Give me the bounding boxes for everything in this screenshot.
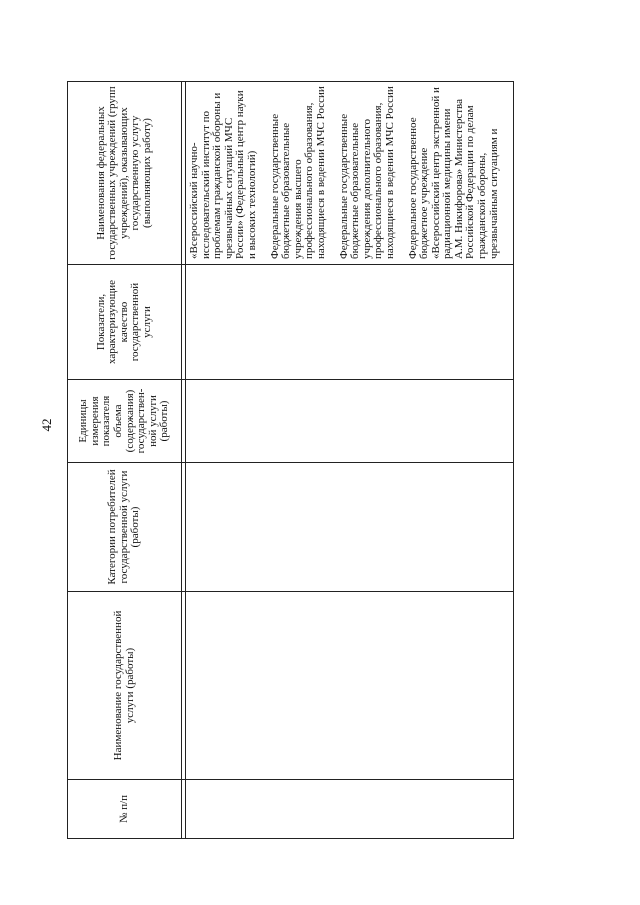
institution-names-cell [186,82,514,265]
quality-indicators-cell [186,265,514,380]
header-quality-indicators: Показатели, характеризующие качество государственной услуги [68,265,182,380]
services-table [67,81,514,839]
volume-units-cell [186,380,514,463]
table-row [186,82,514,839]
header-number: № п/п [68,780,182,839]
consumer-categories-cell [186,463,514,592]
institution-item: «Всероссийский научно-исследовательский институт по проблемам гражданской обороны и чрезвычайных ситуаций МЧС России» (Федеральный центр науки и высоких технологий) [188,90,258,259]
header-volume-units: Единицы измерения показателя объема (содержания) государствен-ной услуги (работы) [68,380,182,463]
institution-item: Федеральное государственное бюджетное учреждение «Всероссийский центр экстренной и радиационной медицины имени А.М. Никифорова» Министерства Российской Федерации по делам гражданской обороны, чрезвычайным ситуациям и [406,87,500,259]
header-service-name: Наименование государственной услуги (работы) [68,592,182,780]
page-number: 42 [39,418,54,432]
institution-item: Федеральные государственные бюджетные образовательные учреждения дополнительного профессионального образования, находящиеся в ведении МЧС России [337,86,396,259]
header-row [68,82,182,839]
institution-item: Федеральные государственные бюджетные образовательные учреждения высшего профессионального образования, находящиеся в ведении МЧС России [268,86,327,259]
number-cell [186,780,514,839]
rotated-table-container [67,82,514,839]
service-name-cell [186,592,514,780]
header-consumer-categories: Категории потребителей государственной услуги (работы) [68,463,182,592]
header-institution-names: Наименования федеральных государственных учреждений (групп учреждений), оказывающих государственную услугу (выполняющих работу) [68,82,182,265]
